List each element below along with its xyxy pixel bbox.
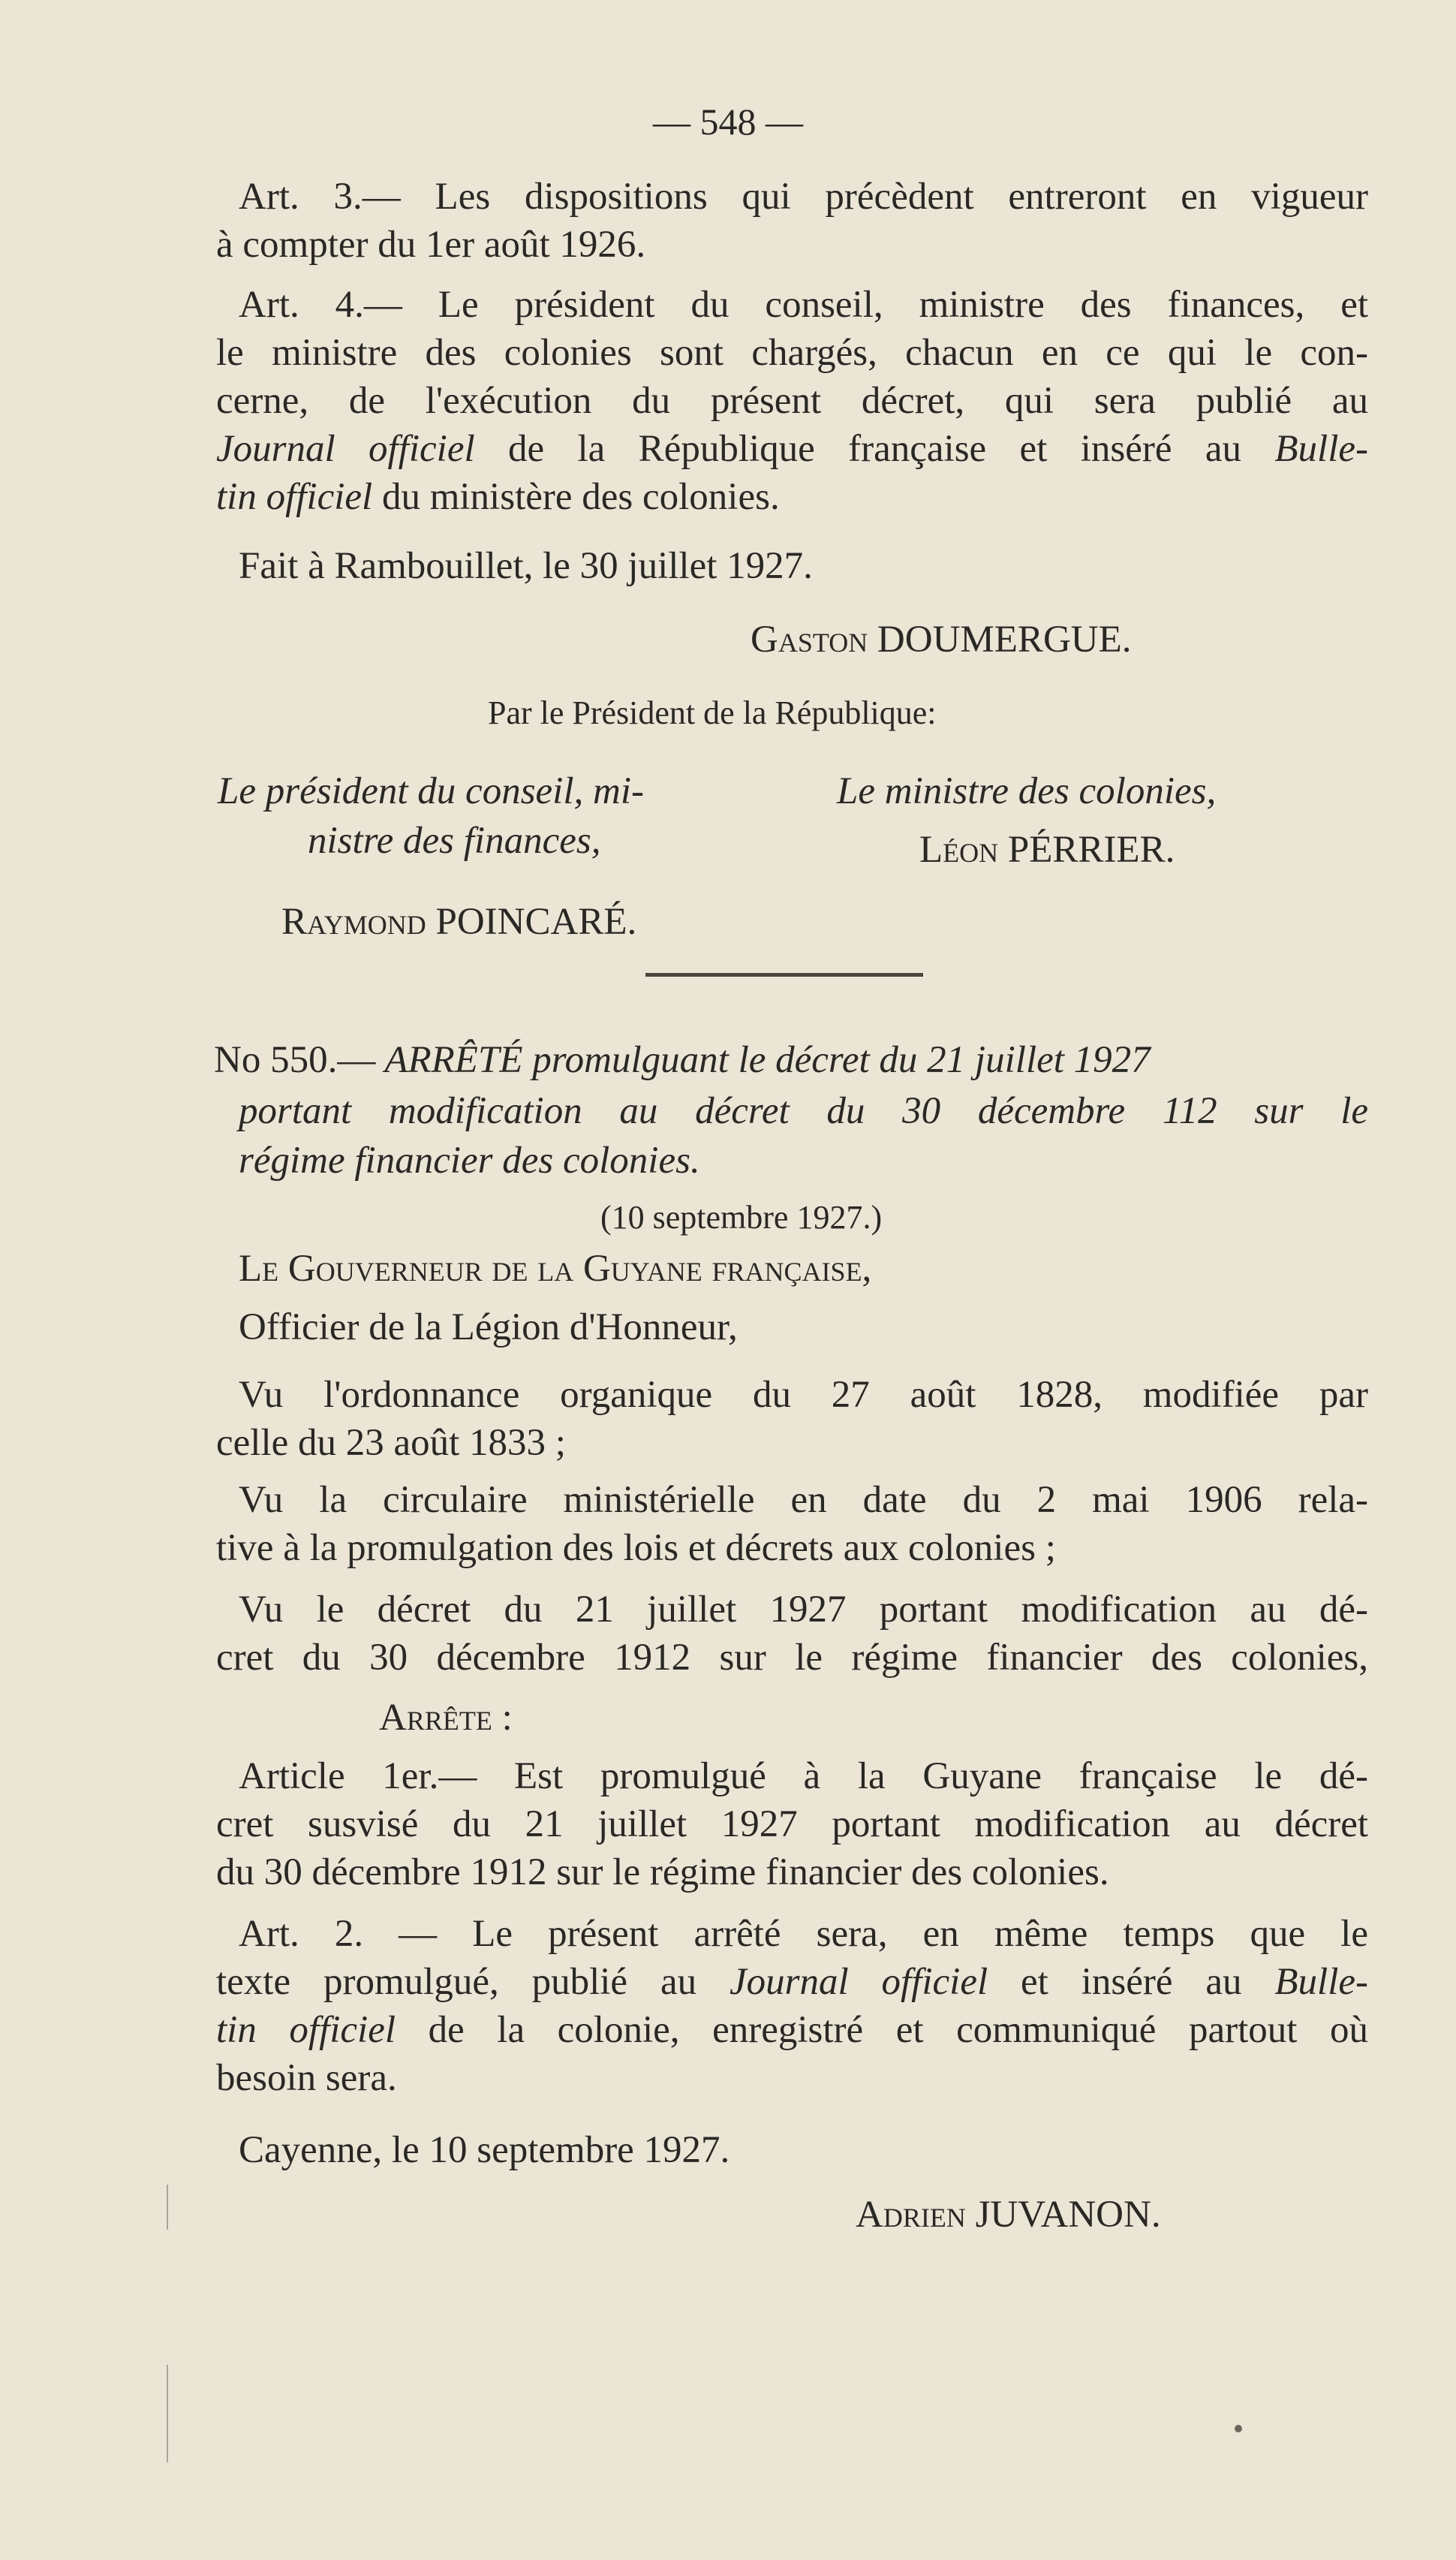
page-number: — 548 — <box>653 101 803 143</box>
art4-line-3: cerne, de l'exécution du présent décret, qui sera publié au <box>216 380 1368 422</box>
art1-line-1: Article 1er.— Est promulgué à la Guyane française le dé- <box>239 1755 1368 1797</box>
journal-officiel-ref: Journal officiel <box>216 428 475 470</box>
art2-line-3-text: de la colonie, enregistré et communiqué partout où <box>396 2009 1368 2051</box>
ink-speck <box>1235 2425 1242 2432</box>
art2-line-2-text: texte promulgué, publié au <box>216 1961 730 2003</box>
art1-line-2: cret susvisé du 21 juillet 1927 portant modification au décret <box>216 1803 1368 1845</box>
by-president: Par le Président de la République: <box>488 694 937 731</box>
vu2-line-2: tive à la promulgation des lois et décrets aux colonies ; <box>216 1527 1056 1569</box>
bulletin-ref-start: Bulle- <box>1274 428 1368 470</box>
arrete-governor: Le Gouverneur de la Guyane française, <box>239 1248 872 1290</box>
vu3-line-2: cret du 30 décembre 1912 sur le régime financier des colonies, <box>216 1637 1368 1679</box>
vu3-line-1: Vu le décret du 21 juillet 1927 portant modification au dé- <box>239 1589 1368 1631</box>
countersign-left-name: Raymond POINCARÉ. <box>281 901 637 943</box>
decree-signature: Gaston DOUMERGUE. <box>751 619 1132 661</box>
vu2-line-1: Vu la circulaire ministérielle en date du 2 mai 1906 rela- <box>239 1479 1368 1521</box>
art2-line-2-text-2: et inséré au <box>988 1961 1275 2003</box>
arrete-done-at: Cayenne, le 10 septembre 1927. <box>239 2129 730 2171</box>
bulletin-ref-start-2: Bulle- <box>1274 1961 1368 2003</box>
bulletin-ref-end-2: tin officiel <box>216 2009 396 2051</box>
margin-mark <box>167 2185 168 2230</box>
journal-officiel-ref-2: Journal officiel <box>729 1961 988 2003</box>
arrete-date: (10 septembre 1927.) <box>600 1199 883 1236</box>
art4-line-5-text: du ministère des colonies. <box>372 476 780 518</box>
countersign-right-name: Léon PÉRRIER. <box>919 829 1175 871</box>
art4-line-4 <box>216 425 1368 473</box>
section-separator <box>645 973 923 977</box>
art4-line-2: le ministre des colonies sont chargés, chacun en ce qui le con- <box>216 332 1368 374</box>
countersign-right-title: Le ministre des colonies, <box>837 770 1217 812</box>
arrete-title-line-2: portant modification au décret du 30 décembre 112 sur le <box>239 1090 1368 1132</box>
arrete-signature: Adrien JUVANON. <box>856 2194 1161 2236</box>
vu1-line-2: celle du 23 août 1833 ; <box>216 1422 566 1464</box>
decree-done-at: Fait à Rambouillet, le 30 juillet 1927. <box>239 545 813 587</box>
margin-mark <box>167 2365 168 2462</box>
art4-line-5 <box>216 473 1346 521</box>
art2-line-4: besoin sera. <box>216 2057 397 2099</box>
countersign-left-title-1: Le président du conseil, mi- <box>218 770 644 812</box>
art1-line-3: du 30 décembre 1912 sur le régime financier des colonies. <box>216 1851 1109 1893</box>
art3-line-2: à compter du 1er août 1926. <box>216 224 646 266</box>
arrete-officer: Officier de la Légion d'Honneur, <box>239 1306 738 1348</box>
arrete-title-line-3: régime financier des colonies. <box>239 1140 700 1182</box>
arrete-title-line-1 <box>214 1036 1370 1084</box>
arrete-label: Arrête : <box>379 1697 513 1739</box>
art4-line-4-text: de la République française et inséré au <box>474 428 1275 470</box>
art2-line-2 <box>216 1958 1368 2006</box>
countersign-left-title-2: nistre des finances, <box>308 820 601 862</box>
art2-line-3 <box>216 2006 1368 2054</box>
vu1-line-1: Vu l'ordonnance organique du 27 août 1828, modifiée par <box>239 1374 1368 1416</box>
arrete-number: No 550.— <box>214 1039 376 1081</box>
arrete-title-1: ARRÊTÉ promulguant le décret du 21 juillet 1927 <box>384 1039 1151 1081</box>
bulletin-ref-end: tin officiel <box>216 476 373 518</box>
art3-line-1: Art. 3.— Les dispositions qui précèdent entreront en vigueur <box>239 176 1368 218</box>
art2-line-1: Art. 2. — Le présent arrêté sera, en même temps que le <box>239 1913 1368 1955</box>
art4-line-1: Art. 4.— Le président du conseil, ministre des finances, et <box>239 284 1368 326</box>
